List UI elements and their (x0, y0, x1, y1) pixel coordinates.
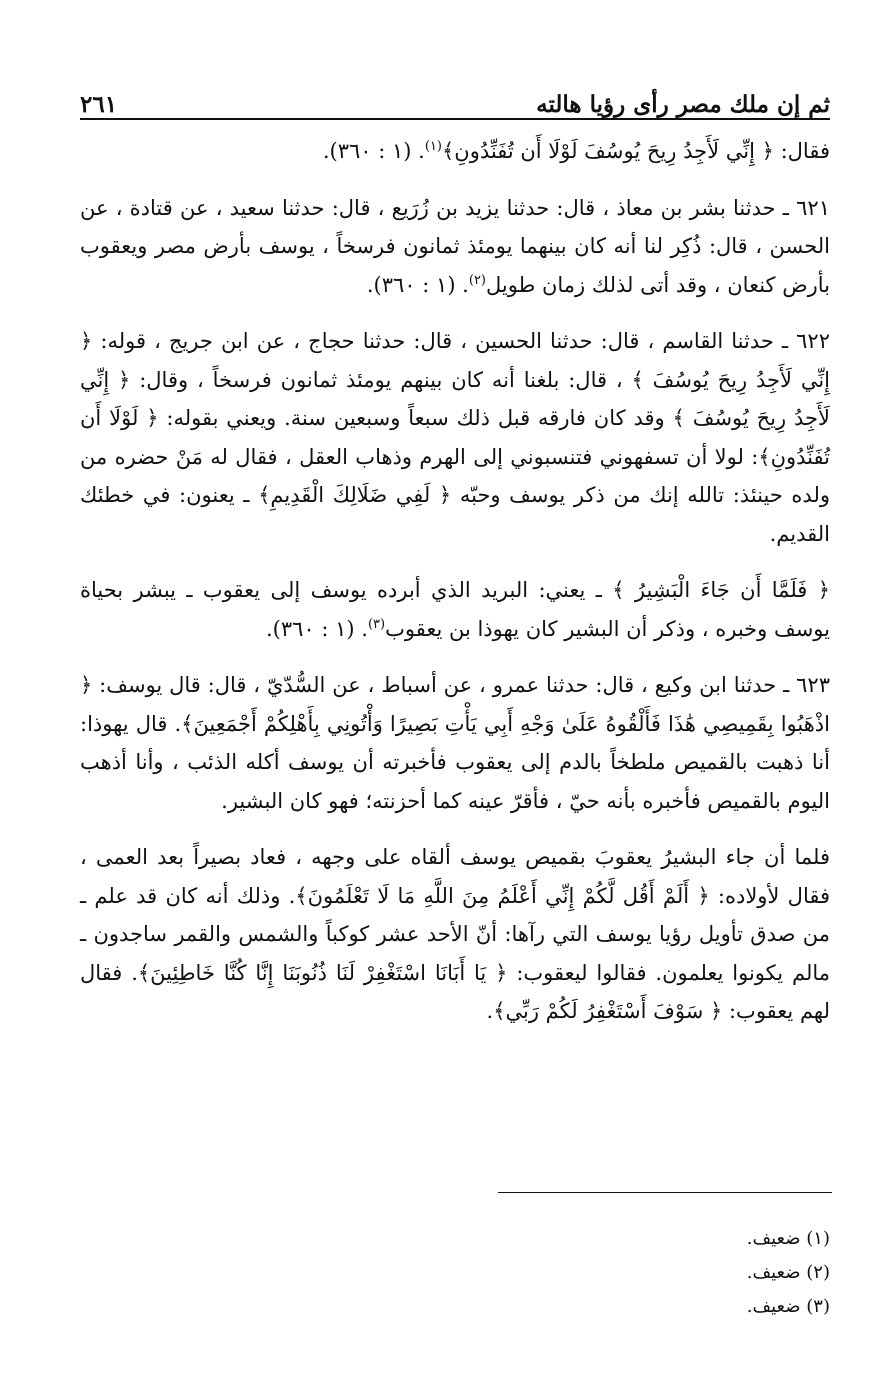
paragraph-4 (80, 571, 830, 648)
footnote-ref: (٢) (468, 272, 486, 288)
footnote-1 (80, 1222, 830, 1256)
paragraph-5 (80, 666, 830, 820)
footnote-text: ضعيف. (746, 1296, 801, 1317)
page-number: ٢٦١ (80, 91, 118, 118)
footnote-text: ضعيف. (746, 1262, 801, 1283)
paragraph-text: ٦٢١ ـ حدثنا بشر بن معاذ ، قال: حدثنا يزيد بن زُرَيع ، قال: حدثنا سعيد ، عن قتادة ، عن الحسن ، قال: ذُكِر لنا أنه كان بينهما يومئذ ثمانون فرسخاً ، يوسف بأرض مصر ويعقوب بأرض كنعان ، وقد أتى لذلك زمان طويل (80, 195, 830, 297)
paragraph-text: فقال: ﴿ إِنِّي لَأَجِدُ رِيحَ يُوسُفَ لَوْلَا أَن تُفَنِّدُونِ﴾ (441, 139, 830, 163)
paragraph-3 (80, 322, 830, 553)
footnote-text: ضعيف. (746, 1228, 801, 1249)
footnote-number: (٣) (806, 1296, 830, 1317)
main-text (80, 132, 830, 1031)
citation: . (١ : ٣٦٠). (322, 139, 425, 163)
paragraph-text: ﴿ فَلَمَّا أَن جَاءَ الْبَشِيرُ ﴾ ـ يعني: البريد الذي أبرده يوسف إلى يعقوب ـ يبشر بحياة يوسف وخبره ، وذكر أن البشير كان يهوذا بن يعقوب (80, 578, 830, 641)
paragraph-1 (80, 132, 830, 171)
citation: . (١ : ٣٦٠). (366, 272, 469, 297)
paragraph-6 (80, 838, 830, 1031)
footnotes (80, 1222, 830, 1324)
footnote-ref: (١) (424, 139, 442, 154)
header-rule (80, 118, 830, 120)
paragraph-text: ٦٢٣ ـ حدثنا ابن وكيع ، قال: حدثنا عمرو ، عن أسباط ، عن السُّدّيّ ، قال: قال يوسف: ﴿ اذْهَبُوا بِقَمِيصِي هَٰذَا فَأَلْقُوهُ عَلَىٰ وَجْهِ أَبِي يَأْتِ بَصِيرًا وَأْتُونِي بِأَهْلِكُمْ أَجْمَعِينَ﴾. قال يهوذا: أنا ذهبت بالقميص ملطخاً بالدم إلى يعقوب فأخبرته أن يوسف أكله الذئب ، وأنا أذهب اليوم بالقميص فأخبره بأنه حيّ ، فأقرّ عينه كما أحزنته؛ فهو كان البشير. (80, 673, 830, 813)
footnote-number: (٢) (806, 1262, 830, 1283)
footnote-ref: (٣) (367, 616, 386, 632)
running-title: ثم إن ملك مصر رأى رؤيا هالته (536, 91, 830, 118)
citation: . (١ : ٣٦٠). (265, 616, 368, 641)
running-head (80, 72, 830, 118)
paragraph-2 (80, 189, 830, 305)
paragraph-text: فلما أن جاء البشيرُ يعقوبَ بقميص يوسف ألقاه على وجهه ، فعاد بصيراً بعد العمى ، فقال لأولاده: ﴿ أَلَمْ أَقُل لَّكُمْ إِنِّي أَعْلَمُ مِنَ اللَّهِ مَا لَا تَعْلَمُونَ﴾. وذلك أنه كان قد علم ـ من صدق تأويل رؤيا يوسف التي رآها: أنّ الأحد عشر كوكباً والشمس والقمر ساجدون ـ مالم يكونوا يعلمون. فقالوا ليعقوب: ﴿ يَا أَبَانَا اسْتَغْفِرْ لَنَا ذُنُوبَنَا إِنَّا كُنَّا خَاطِئِينَ﴾. فقال لهم يعقوب: ﴿ سَوْفَ أَسْتَغْفِرُ لَكُمْ رَبِّي﴾. (80, 845, 830, 1023)
footnote-2 (80, 1256, 830, 1290)
footnote-3 (80, 1290, 830, 1324)
paragraph-text: ٦٢٢ ـ حدثنا القاسم ، قال: حدثنا الحسين ، قال: حدثنا حجاج ، عن ابن جريج ، قوله: ﴿ إِنِّي لَأَجِدُ رِيحَ يُوسُفَ ﴾ ، قال: بلغنا أنه كان بينهم يومئذ ثمانون فرسخاً ، وقال: ﴿ إِنِّي لَأَجِدُ رِيحَ يُوسُفَ ﴾ وقد كان فارقه قبل ذلك سبعاً وسبعين سنة. ويعني بقوله: ﴿ لَوْلَا أَن تُفَنِّدُونِ﴾: لولا أن تسفهوني فتنسبوني إلى الهرم وذهاب العقل ، فقال له مَنْ حضره من ولده حينئذ: تالله إنك من ذكر يوسف وحبّه ﴿ لَفِي ضَلَالِكَ الْقَدِيمِ﴾ ـ يعنون: في خطئك القديم. (80, 329, 830, 546)
footnote-number: (١) (806, 1228, 830, 1249)
footnote-rule (498, 1192, 832, 1193)
